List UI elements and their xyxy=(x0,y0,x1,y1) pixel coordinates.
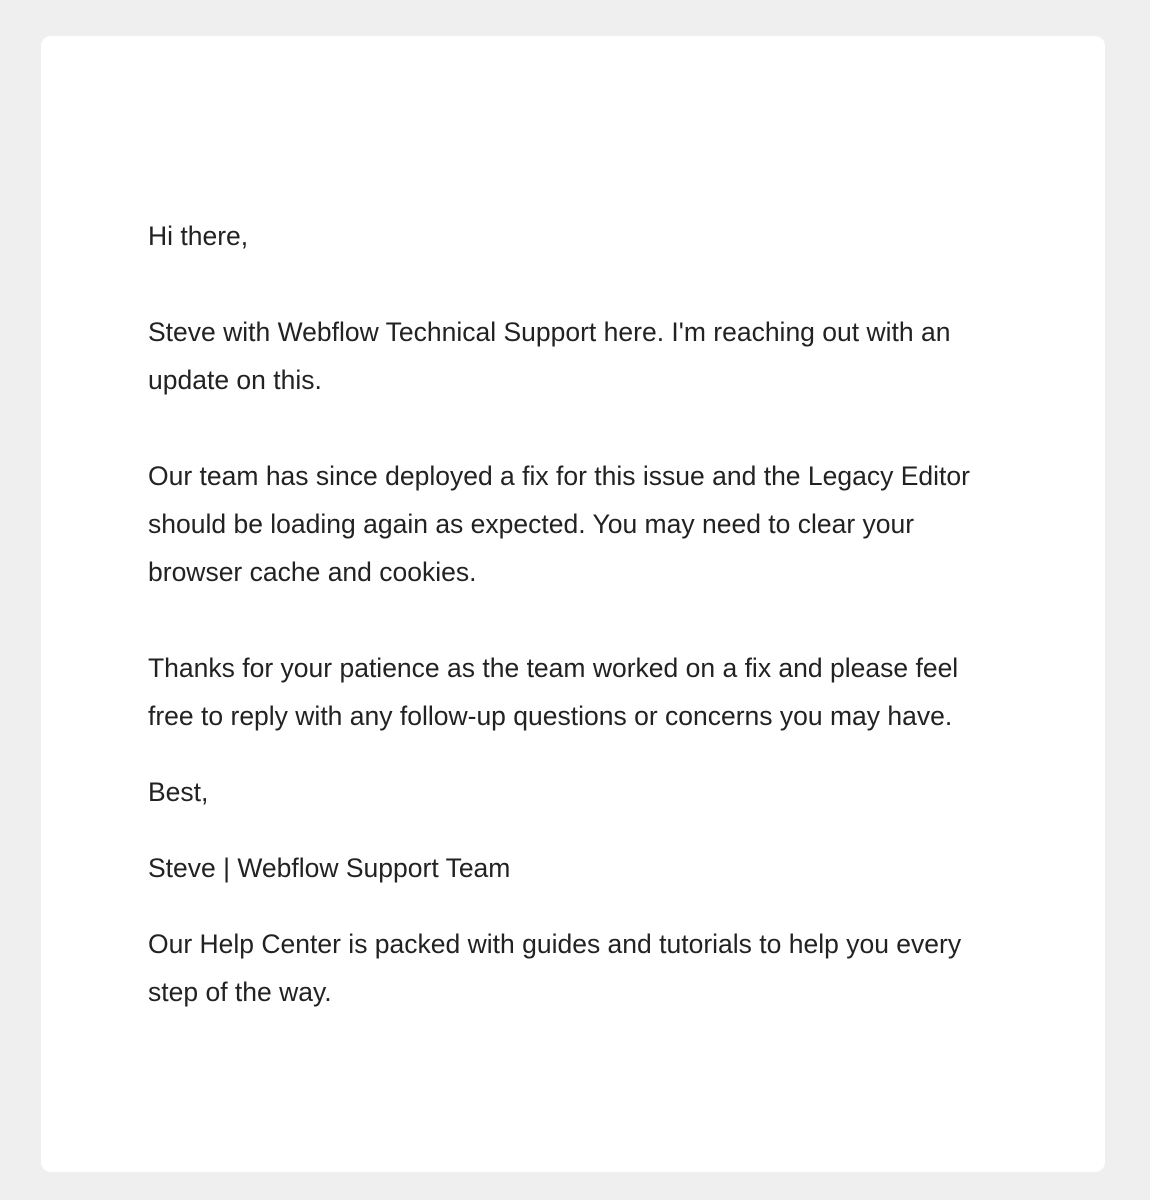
email-paragraph-thanks: Thanks for your patience as the team worked on a fix and please feel free to reply with any follow-up questions or concerns you may have. xyxy=(148,653,959,731)
email-paragraph-update: Steve with Webflow Technical Support here. I'm reaching out with an update on this. xyxy=(148,317,951,395)
email-body xyxy=(148,212,1005,1016)
email-card xyxy=(41,36,1105,1172)
email-greeting: Hi there, xyxy=(148,221,249,251)
email-footer-note: Our Help Center is packed with guides and tutorials to help you every step of the way. xyxy=(148,929,962,1007)
email-paragraph-fix: Our team has since deployed a fix for this issue and the Legacy Editor should be loading again as expected. You may need to clear your browser cache and cookies. xyxy=(148,461,970,587)
email-signature: Steve | Webflow Support Team xyxy=(148,853,511,883)
email-signoff: Best, xyxy=(148,777,209,807)
